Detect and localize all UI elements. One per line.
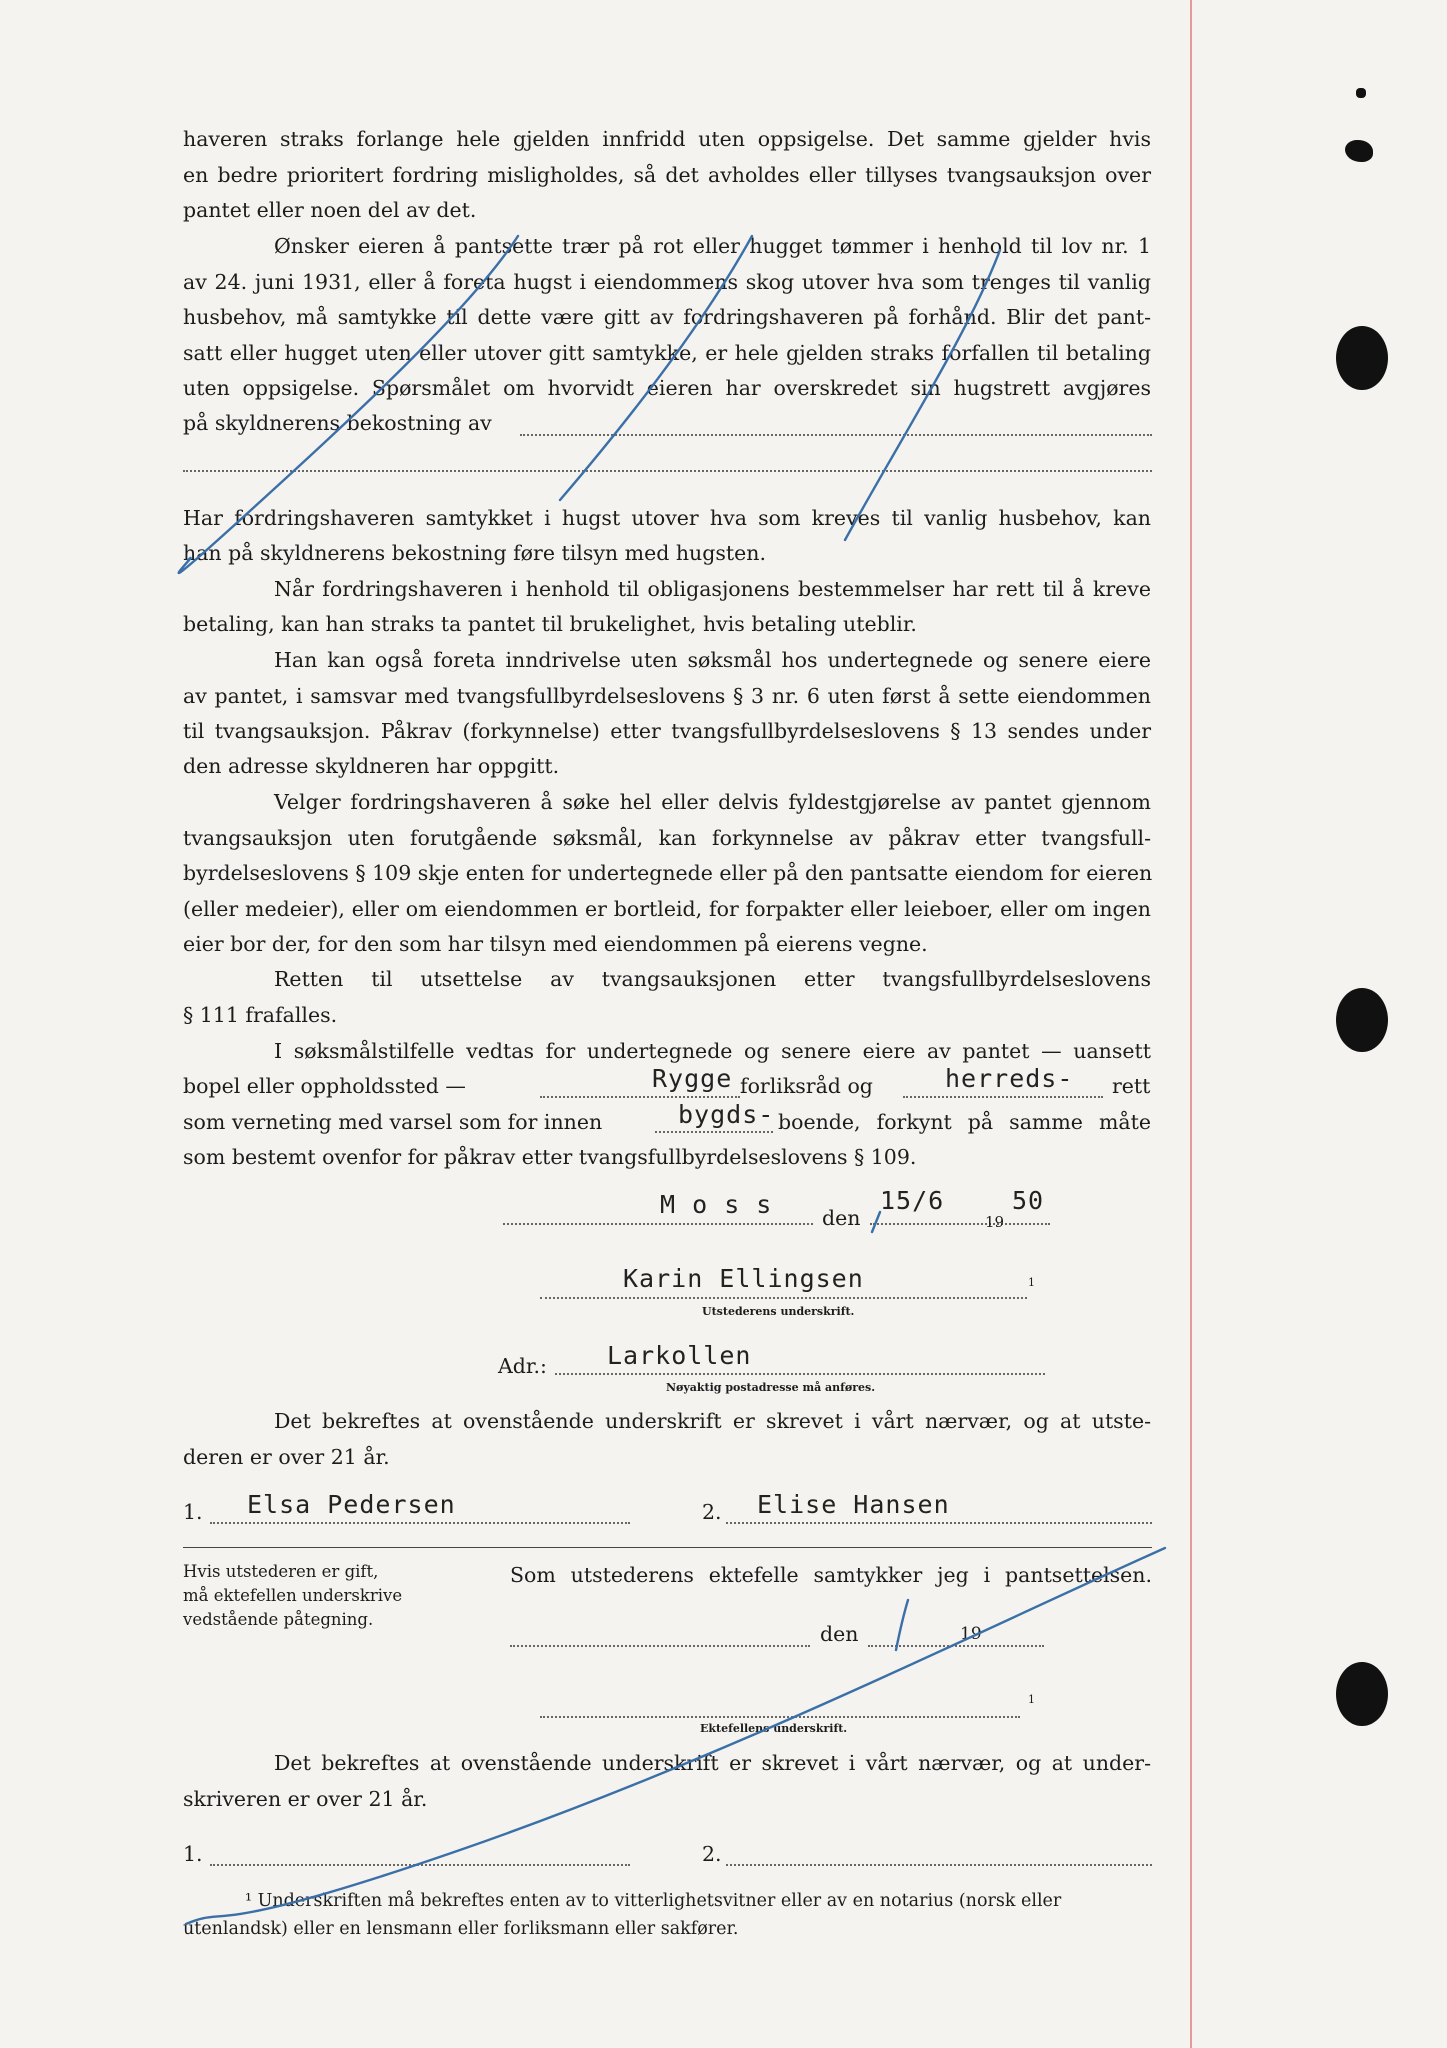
body-line: Han kan også foreta inndrivelse uten søksmål hos undertegnede og senere eiere bbox=[274, 648, 1151, 672]
body-line: betaling, kan han straks ta pantet til brukelighet, hvis betaling uteblir. bbox=[183, 612, 917, 636]
body-line: byrdelseslovens § 109 skje enten for undertegnede eller på den pantsatte eiendom for eieren bbox=[183, 861, 1153, 885]
date-slash bbox=[872, 1212, 880, 1232]
body-line: Har fordringshaveren samtykket i hugst utover hva som kreves til vanlig husbehov, kan bbox=[183, 506, 1151, 530]
date-slash bbox=[896, 1600, 908, 1650]
body-line: bopel eller oppholdssted — bbox=[183, 1074, 466, 1098]
witness-text: Det bekreftes at ovenstående underskrift er skrevet i vårt nærvær, og at utste- bbox=[274, 1409, 1151, 1433]
body-line: pantet eller noen del av det. bbox=[183, 198, 477, 222]
witness-1-signature: Elsa Pedersen bbox=[247, 1490, 456, 1519]
court-type-field: herreds- bbox=[945, 1064, 1074, 1093]
body-line: haveren straks forlange hele gjelden innfridd uten oppsigelse. Det samme gjelder hvis bbox=[183, 127, 1151, 151]
body-line: som bestemt ovenfor for påkrav etter tvangsfullbyrdelseslovens § 109. bbox=[183, 1145, 917, 1169]
strike-stroke bbox=[560, 236, 752, 500]
spouse-consent: Som utstederens ektefelle samtykker jeg i pantsettelsen. bbox=[510, 1563, 1152, 1587]
body-line: satt eller hugget uten eller utover gitt samtykke, er hele gjelden straks forfallen til betaling bbox=[183, 341, 1151, 365]
address-caption: Nøyaktig postadresse må anføres. bbox=[666, 1381, 876, 1394]
body-line: en bedre prioritert fordring misligholdes, så det avholdes eller tillyses tvangsauksjon over bbox=[183, 163, 1151, 187]
address-field: Larkollen bbox=[607, 1341, 752, 1370]
witness-number: 2. bbox=[702, 1842, 722, 1866]
signature-caption: Utstederens underskrift. bbox=[702, 1305, 855, 1318]
body-line: på skyldnerens bekostning av bbox=[183, 411, 492, 435]
court-field: Rygge bbox=[652, 1064, 733, 1093]
body-line: som verneting med varsel som for innen bbox=[183, 1110, 603, 1134]
witness-2-signature: Elise Hansen bbox=[757, 1490, 950, 1519]
witness-text: skriveren er over 21 år. bbox=[183, 1787, 428, 1811]
strike-stroke bbox=[179, 236, 518, 573]
body-line: av 24. juni 1931, eller å foreta hugst i eiendommens skog utover hva som trenges til vanlig bbox=[183, 270, 1151, 294]
body-line: til tvangsauksjon. Påkrav (forkynnelse) etter tvangsfullbyrdelseslovens § 13 sendes under bbox=[183, 719, 1151, 743]
body-line: Ønsker eieren å pantsette trær på rot eller hugget tømmer i henhold til lov nr. 1 bbox=[274, 234, 1151, 258]
signature-caption: Ektefellens underskrift. bbox=[700, 1722, 848, 1735]
witness-number: 2. bbox=[702, 1500, 722, 1524]
body-line: eier bor der, for den som har tilsyn med eiendommen på eierens vegne. bbox=[183, 932, 928, 956]
strike-stroke bbox=[845, 250, 1000, 540]
witness-text: Det bekreftes at ovenstående underskrift er skrevet i vårt nærvær, og at under- bbox=[274, 1751, 1151, 1775]
body-line: Velger fordringshaveren å søke hel eller delvis fyldestgjørelse av pantet gjennom bbox=[274, 790, 1151, 814]
body-line: I søksmålstilfelle vedtas for undertegnede og senere eiere av pantet — uansett bbox=[274, 1039, 1151, 1063]
address-label: Adr.: bbox=[498, 1354, 547, 1378]
year-prefix: 19 bbox=[985, 1213, 1005, 1231]
witness-number: 1. bbox=[183, 1500, 203, 1524]
body-line: (eller medeier), eller om eiendommen er bortleid, for forpakter eller leieboer, eller om ingen bbox=[183, 897, 1151, 921]
footnote: ¹ Underskriften må bekreftes enten av to vitterlighetsvitner eller av en notarius (norsk eller bbox=[245, 1891, 1062, 1911]
footnote: utenlandsk) eller en lensmann eller forliksmann eller sakfører. bbox=[183, 1919, 739, 1939]
date-label: den bbox=[820, 1622, 859, 1646]
date-field: 15/6 bbox=[880, 1186, 945, 1215]
spouse-note: må ektefellen underskrive bbox=[183, 1586, 403, 1605]
strike-stroke bbox=[186, 1548, 1165, 1924]
body-line: av pantet, i samsvar med tvangsfullbyrdelseslovens § 3 nr. 6 uten først å sette eiendommen bbox=[183, 684, 1151, 708]
body-line: den adresse skyldneren har oppgitt. bbox=[183, 754, 560, 778]
spouse-note: vedstående påtegning. bbox=[183, 1610, 374, 1629]
footnote-ref: 1 bbox=[1028, 1276, 1035, 1289]
body-line: Når fordringshaveren i henhold til obligasjonens bestemmelser har rett til å kreve bbox=[274, 577, 1151, 601]
body-line: rett bbox=[1112, 1074, 1151, 1098]
body-line: husbehov, må samtykke til dette være gitt av fordringshaveren på forhånd. Blir det pant- bbox=[183, 305, 1151, 329]
body-line: forliksråd og bbox=[740, 1074, 873, 1098]
body-line: boende, forkynt på samme måte bbox=[778, 1110, 1151, 1134]
spouse-note: Hvis utstederen er gift, bbox=[183, 1562, 379, 1581]
date-label: den bbox=[822, 1206, 861, 1230]
footnote-ref: 1 bbox=[1028, 1693, 1035, 1706]
body-line: tvangsauksjon uten forutgående søksmål, kan forkynnelse av påkrav etter tvangsfull- bbox=[183, 826, 1151, 850]
place-field: M o s s bbox=[660, 1190, 773, 1219]
year-prefix: 19 bbox=[960, 1624, 982, 1644]
witness-number: 1. bbox=[183, 1842, 203, 1866]
issuer-signature: Karin Ellingsen bbox=[623, 1264, 864, 1293]
year-field: 50 bbox=[1012, 1186, 1045, 1215]
district-field: bygds- bbox=[678, 1100, 775, 1129]
body-line: Retten til utsettelse av tvangsauksjonen etter tvangsfullbyrdelseslovens bbox=[274, 967, 1151, 991]
body-line: han på skyldnerens bekostning føre tilsyn med hugsten. bbox=[183, 541, 766, 565]
witness-text: deren er over 21 år. bbox=[183, 1445, 390, 1469]
body-line: § 111 frafalles. bbox=[183, 1003, 338, 1027]
body-line: uten oppsigelse. Spørsmålet om hvorvidt eieren har overskredet sin hugstrett avgjøres bbox=[183, 376, 1151, 400]
